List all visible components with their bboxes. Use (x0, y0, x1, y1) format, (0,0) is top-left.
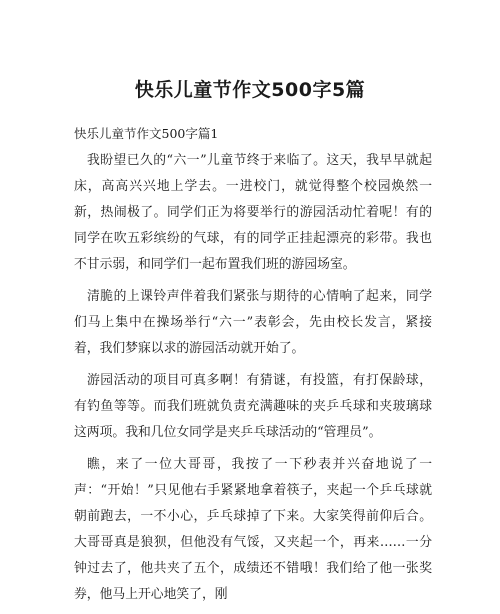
paragraph-4: 瞧，来了一位大哥哥，我按了一下秒表并兴奋地说了一声：“开始！”只见他右手紧紧地拿着筷子，夹起一个乒乓球就朝前跑去，一不小心，乒乓球掉了下来。大家笑得前仰后合。大哥哥真是狼狈，但他没有气馁，又夹起一个，再来……一分钟过去了，他共夹了五个，成绩还不错哦！我们给了他一张奖券，他马上开心地笑了，刚 (74, 457, 432, 602)
essay-subtitle: 快乐儿童节作文500字篇1 (74, 126, 219, 141)
paragraph-3: 游园活动的项目可真多啊！有猜谜，有投篮，有打保龄球，有钓鱼等等。而我们班就负责充满趣味的夹乒乓球和夹玻璃球这两项。我和几位女同学是夹乒乓球活动的“管理员”。 (74, 373, 432, 440)
paragraph-2: 清脆的上课铃声伴着我们紧张与期待的心情响了起来，同学们马上集中在操场举行“六一”表彰会，先由校长发言，紧接着，我们梦寐以求的游园活动就开始了。 (74, 289, 432, 356)
essay-body (74, 148, 432, 614)
paragraph-1: 我盼望已久的“六一”儿童节终于来临了。这天，我早早就起床，高高兴兴地上学去。一进校门，就觉得整个校园焕然一新，热闹极了。同学们正为将要举行的游园活动忙着呢！有的同学在吹五彩缤纷的气球，有的同学正挂起漂亮的彩带。我也不甘示弱，和同学们一起布置我们班的游园场室。 (74, 153, 432, 272)
document-title: 快乐儿童节作文500字5篇 (134, 79, 366, 101)
